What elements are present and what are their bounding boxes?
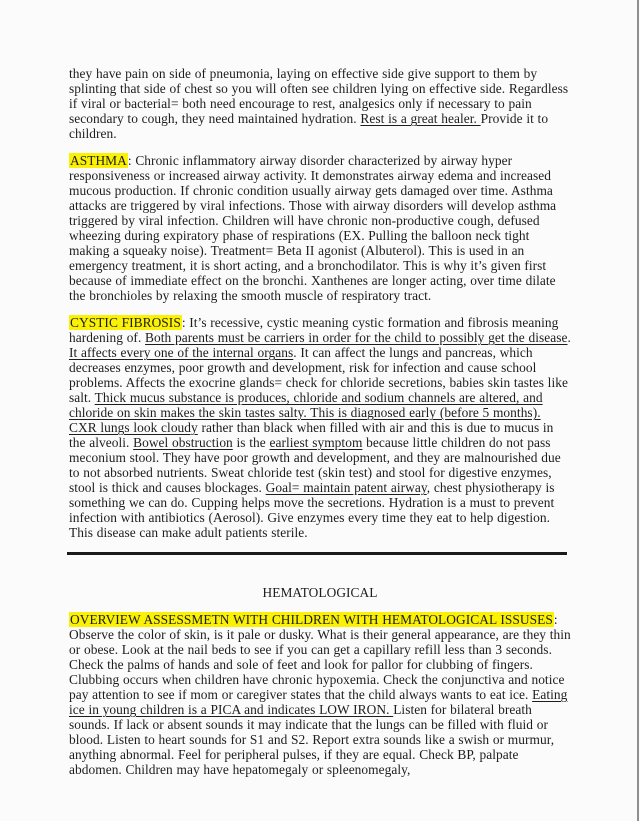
cystic-fibrosis-paragraph [69,315,571,540]
text-run: because little children do not pass meconium stool. They have poor growth and development, and they are malnourished due to not absorbed nutrients. Sweat chloride test (skin test) and stool for digestive enzymes, stool is thick and causes blockages. [69,435,561,495]
text-run: Listen for bilateral breath sounds. If lack or absent sounds it may indicate that the lungs can be filled with fluid or blood. Listen to heart sounds for S1 and S2. Report extra sounds like a swish or murmur, anything abnormal. Feel for peripheral pulses, if they are equal. Check BP, palpate abdomen. Children may have hepatomegaly or spleenomegaly, [69,702,555,777]
pneumonia-care-paragraph [69,66,571,141]
text-run: they have pain on side of pneumonia, laying on effective side give support to them by splinting that side of chest so you will often see children lying on effective side. Regardless if viral or bacterial= both need encourage to rest, analgesics only if necessary to pain secondary to cough, they need maintained hydration. [69,66,569,126]
hematological-heading [69,585,571,600]
hematological-overview-paragraph [69,612,571,777]
underlined-text: earliest symptom [269,435,363,450]
text-run: HEMATOLOGICAL [262,585,378,600]
text-run: Provide it to children. [69,111,549,141]
text-run: . [567,330,571,345]
underlined-text: Both parents must be carriers in order for the child to possibly get the disease [145,330,568,345]
underlined-text: Thick mucus substance is produces, chloride and sodium channels are altered, and chloride on skin makes the skin tastes salty. This is diagnosed early (before 5 months). CXR lungs look cloudy [69,390,543,435]
section-divider [67,552,567,555]
document-content [69,66,571,789]
underlined-text: Rest is a great healer. [360,111,481,126]
text-run: rather than black when filled with air and this is due to mucus in the alveoli. [69,420,554,450]
text-run: , chest physiotherapy is something we can do. Cupping helps move the secretions. Hydration is a must to prevent infection with antibiotics (Aerosol). Give enzymes every time they eat to help digestion. This disease can make adult patients sterile. [69,480,555,540]
underlined-text: It affects every one of the internal organs [69,345,294,360]
highlighted-text: OVERVIEW ASSESSMETN WITH CHILDREN WITH HEMATOLOGICAL ISSUSES [70,612,553,627]
highlighted-text: ASTHMA [70,153,127,168]
text-run: : Chronic inflammatory airway disorder characterized by airway hyper responsiveness or increased airway activity. It demonstrates airway edema and increased mucous production. If chronic condition usually airway gets damaged over time. Asthma attacks are triggered by viral infections. Those with airway disorders will develop asthma triggered by viral infection. Children will have chronic non-productive cough, defused wheezing during expiratory phase of respirations (EX. Pulling the balloon neck tight making a squeaky noise). Treatment= Beta II agonist (Albuterol). This is used in an emergency treatment, it is short acting, and a bronchodilator. This is why it’s given first because of immediate effect on the bronchi. Xanthenes are longer acting, over time dilate the bronchioles by relaxing the smooth muscle of respiratory tract. [69,153,557,303]
text-run: : [553,612,558,627]
underlined-text: Goal= maintain patent airway [265,480,427,495]
text-run: is the [232,435,270,450]
text-run: Observe the color of skin, is it pale or dusky. What is their general appearance, are they thin or obese. Look at the nail beds to see if you can get a capillary refill less than 3 seconds. Check the palms of hands and sole of feet and look for pallor for clubbing of fingers. Clubbing occurs when children have chronic hypoxemia. Check the conjunctiva and notice pay attention to see if mom or caregiver states that the child always wants to eat ice. [69,627,571,702]
text-run: : It’s recessive, cystic meaning cystic formation and fibrosis meaning hardening of. [69,315,559,345]
asthma-paragraph [69,153,571,303]
underlined-text: Bowel obstruction [133,435,233,450]
page-edge-line [637,0,639,821]
underlined-text: Eating ice in young children is a PICA and indicates LOW IRON. [69,687,568,717]
text-run: . It can affect the lungs and pancreas, which decreases enzymes, poor growth and development, risk for infection and cause school problems. Affects the exocrine glands= check for chloride secretions, babies skin tastes like salt. [69,345,568,405]
highlighted-text: CYSTIC FIBROSIS [70,315,181,330]
